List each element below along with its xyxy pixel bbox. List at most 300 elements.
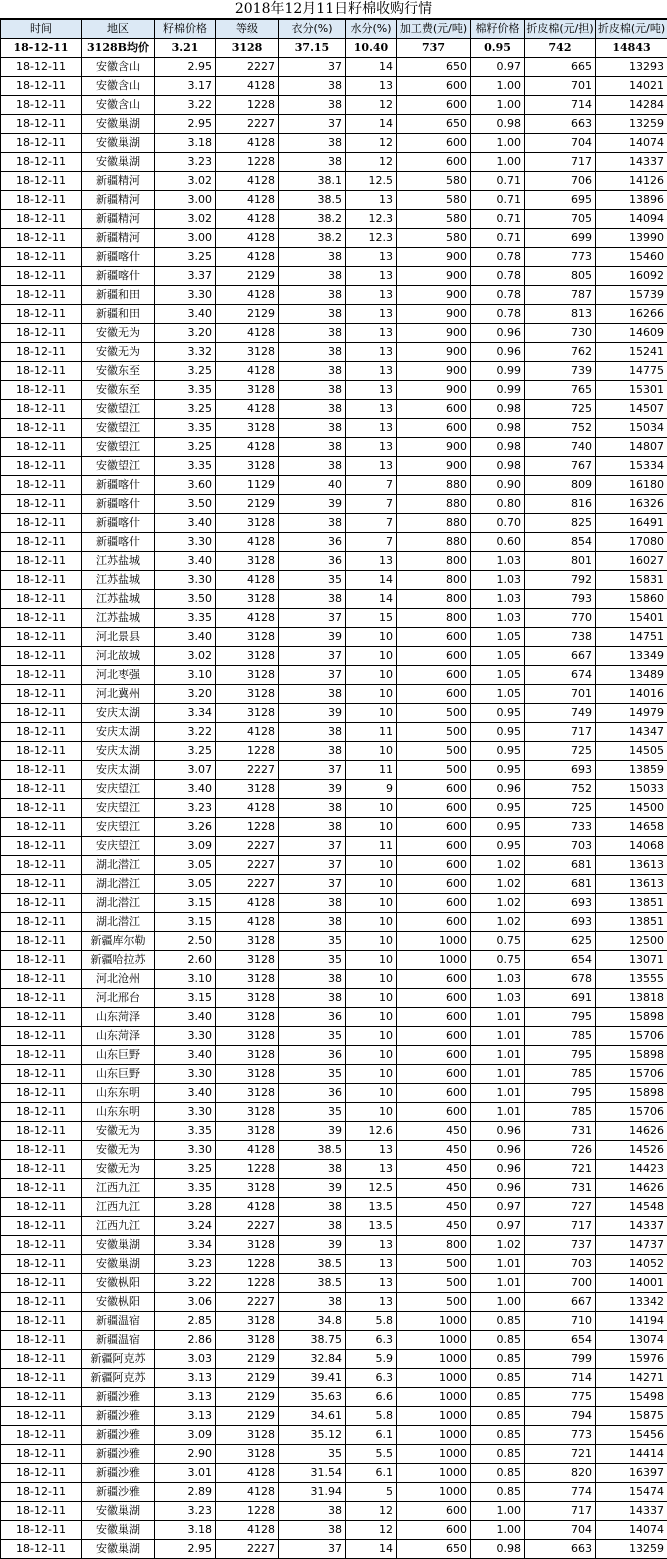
table-cell: 3.37 [155,267,216,286]
table-cell: 3.40 [155,552,216,571]
table-cell: 13349 [596,647,667,666]
table-cell: 15301 [596,381,667,400]
table-cell: 600 [397,1027,471,1046]
table-cell: 14 [346,115,397,134]
table-row [1,590,667,609]
table-cell: 新疆温宿 [82,1331,155,1350]
table-cell: 0.85 [471,1407,525,1426]
table-cell: 18-12-11 [1,875,82,894]
table-cell: 1000 [397,1350,471,1369]
table-cell: 38.5 [279,191,346,210]
table-cell: 山东菏泽 [82,1008,155,1027]
table-cell: 14021 [596,77,667,96]
table-cell: 安徽无为 [82,1141,155,1160]
table-cell: 18-12-11 [1,590,82,609]
table-cell: 18-12-11 [1,552,82,571]
table-cell: 18-12-11 [1,1122,82,1141]
table-cell: 725 [525,799,596,818]
table-row [1,818,667,837]
table-row [1,362,667,381]
table-cell: 900 [397,305,471,324]
table-cell: 18-12-11 [1,1141,82,1160]
table-cell: 16266 [596,305,667,324]
table-cell: 1.03 [471,609,525,628]
table-cell: 12.6 [346,1122,397,1141]
table-cell: 安徽无为 [82,1122,155,1141]
table-cell: 18-12-11 [1,1388,82,1407]
table-row [1,419,667,438]
table-cell: 18-12-11 [1,1084,82,1103]
table-cell: 2.50 [155,932,216,951]
table-cell: 18-12-11 [1,799,82,818]
table-cell: 15456 [596,1426,667,1445]
table-cell: 18-12-11 [1,134,82,153]
table-cell: 新疆和田 [82,305,155,324]
table-cell: 18-12-11 [1,647,82,666]
table-cell: 39 [279,495,346,514]
table-cell: 0.96 [471,1179,525,1198]
table-cell: 10 [346,1084,397,1103]
table-cell: 3.25 [155,362,216,381]
table-cell: 0.97 [471,1198,525,1217]
table-cell: 15739 [596,286,667,305]
table-cell: 38 [279,419,346,438]
table-cell: 10 [346,913,397,932]
table-cell: 18-12-11 [1,761,82,780]
header-cell: 衣分(%) [279,20,346,39]
table-cell: 800 [397,552,471,571]
table-cell: 0.78 [471,305,525,324]
table-cell: 36 [279,1008,346,1027]
table-cell: 15706 [596,1065,667,1084]
table-cell: 18-12-11 [1,419,82,438]
table-cell: 12 [346,1521,397,1540]
table-cell: 3.01 [155,1464,216,1483]
table-cell: 699 [525,229,596,248]
average-cell: 742 [525,39,596,58]
table-cell: 河北故城 [82,647,155,666]
average-cell: 0.95 [471,39,525,58]
table-cell: 18-12-11 [1,1407,82,1426]
table-cell: 0.99 [471,362,525,381]
table-row [1,1046,667,1065]
table-cell: 4128 [216,324,279,343]
table-cell: 18-12-11 [1,1046,82,1065]
table-cell: 安庆太湖 [82,723,155,742]
table-cell: 3128 [216,1426,279,1445]
table-cell: 0.96 [471,1160,525,1179]
table-cell: 18-12-11 [1,1179,82,1198]
table-cell: 13 [346,343,397,362]
table-cell: 714 [525,96,596,115]
table-cell: 0.85 [471,1445,525,1464]
table-cell: 2129 [216,495,279,514]
table-cell: 18-12-11 [1,1274,82,1293]
table-cell: 1228 [216,153,279,172]
table-cell: 1.02 [471,913,525,932]
table-cell: 0.99 [471,381,525,400]
table-cell: 14337 [596,1502,667,1521]
table-cell: 0.71 [471,172,525,191]
table-cell: 4128 [216,1141,279,1160]
table-cell: 0.98 [471,1540,525,1559]
table-cell: 3128 [216,457,279,476]
table-cell: 725 [525,742,596,761]
table-cell: 14500 [596,799,667,818]
table-cell: 0.95 [471,818,525,837]
table-cell: 2227 [216,1293,279,1312]
table-cell: 13.5 [346,1217,397,1236]
table-cell: 752 [525,419,596,438]
table-cell: 36 [279,1084,346,1103]
table-cell: 3.34 [155,1236,216,1255]
table-row [1,343,667,362]
table-cell: 38 [279,1521,346,1540]
table-cell: 5.9 [346,1350,397,1369]
table-cell: 1228 [216,96,279,115]
table-cell: 1.05 [471,666,525,685]
header-row [1,20,667,39]
table-cell: 18-12-11 [1,343,82,362]
table-cell: 4128 [216,1198,279,1217]
table-cell: 0.75 [471,951,525,970]
table-cell: 3.06 [155,1293,216,1312]
table-cell: 3128 [216,666,279,685]
table-cell: 15898 [596,1046,667,1065]
table-cell: 809 [525,476,596,495]
table-cell: 3.25 [155,400,216,419]
table-cell: 11 [346,761,397,780]
table-cell: 河北景县 [82,628,155,647]
table-cell: 16027 [596,552,667,571]
table-cell: 13259 [596,115,667,134]
table-cell: 15033 [596,780,667,799]
table-cell: 18-12-11 [1,533,82,552]
table-cell: 13071 [596,951,667,970]
table-cell: 6.1 [346,1426,397,1445]
table-cell: 新疆温宿 [82,1312,155,1331]
table-cell: 38 [279,457,346,476]
average-cell: 3128B均价 [82,39,155,58]
table-cell: 39 [279,1236,346,1255]
table-cell: 600 [397,780,471,799]
table-row [1,172,667,191]
table-cell: 3128 [216,1236,279,1255]
table-cell: 18-12-11 [1,1198,82,1217]
table-cell: 38.5 [279,1255,346,1274]
table-cell: 39 [279,1122,346,1141]
table-row [1,1255,667,1274]
table-cell: 15401 [596,609,667,628]
table-cell: 825 [525,514,596,533]
table-cell: 1.02 [471,894,525,913]
table-cell: 1000 [397,1369,471,1388]
table-row [1,58,667,77]
table-cell: 3128 [216,951,279,970]
table-cell: 0.95 [471,799,525,818]
table-cell: 3.30 [155,1141,216,1160]
table-cell: 18-12-11 [1,894,82,913]
table-cell: 3128 [216,685,279,704]
average-cell: 18-12-11 [1,39,82,58]
table-row [1,1065,667,1084]
table-cell: 794 [525,1407,596,1426]
table-cell: 600 [397,96,471,115]
table-cell: 10 [346,704,397,723]
table-cell: 37 [279,647,346,666]
table-row [1,1312,667,1331]
table-cell: 0.85 [471,1464,525,1483]
table-cell: 14347 [596,723,667,742]
table-cell: 785 [525,1065,596,1084]
table-cell: 13 [346,305,397,324]
table-cell: 4128 [216,77,279,96]
table-cell: 3.15 [155,913,216,932]
table-cell: 3.40 [155,1046,216,1065]
table-cell: 32.84 [279,1350,346,1369]
table-cell: 13 [346,324,397,343]
table-cell: 3128 [216,1103,279,1122]
table-cell: 4128 [216,571,279,590]
table-cell: 7 [346,495,397,514]
table-cell: 39 [279,780,346,799]
table-cell: 600 [397,1065,471,1084]
table-row [1,989,667,1008]
table-cell: 新疆喀什 [82,495,155,514]
table-cell: 13851 [596,894,667,913]
table-cell: 18-12-11 [1,628,82,647]
table-cell: 854 [525,533,596,552]
table-cell: 3.10 [155,970,216,989]
table-cell: 733 [525,818,596,837]
table-cell: 江苏盐城 [82,590,155,609]
table-cell: 3.35 [155,457,216,476]
table-cell: 7 [346,514,397,533]
table-cell: 1.00 [471,96,525,115]
table-cell: 3128 [216,647,279,666]
table-cell: 3.60 [155,476,216,495]
table-cell: 18-12-11 [1,210,82,229]
table-row [1,115,667,134]
table-row [1,1141,667,1160]
table-cell: 38 [279,286,346,305]
table-cell: 3.13 [155,1407,216,1426]
table-cell: 3.20 [155,685,216,704]
table-cell: 18-12-11 [1,1312,82,1331]
table-cell: 38 [279,514,346,533]
table-cell: 山东东明 [82,1103,155,1122]
table-cell: 40 [279,476,346,495]
table-cell: 3.18 [155,1521,216,1540]
table-cell: 801 [525,552,596,571]
table-cell: 18-12-11 [1,248,82,267]
table-cell: 714 [525,1369,596,1388]
table-cell: 37 [279,761,346,780]
table-cell: 新疆精河 [82,172,155,191]
table-cell: 35 [279,571,346,590]
table-cell: 0.98 [471,115,525,134]
table-cell: 450 [397,1122,471,1141]
table-cell: 18-12-11 [1,704,82,723]
table-cell: 新疆精河 [82,191,155,210]
table-cell: 1228 [216,1160,279,1179]
table-cell: 0.85 [471,1483,525,1502]
table-cell: 600 [397,875,471,894]
table-cell: 38.2 [279,210,346,229]
table-cell: 730 [525,324,596,343]
table-cell: 1.00 [471,1502,525,1521]
table-cell: 880 [397,514,471,533]
table-cell: 3.17 [155,77,216,96]
table-row [1,267,667,286]
table-cell: 787 [525,286,596,305]
table-cell: 3128 [216,419,279,438]
table-cell: 5.5 [346,1445,397,1464]
table-cell: 3.25 [155,1160,216,1179]
table-cell: 654 [525,951,596,970]
table-cell: 0.95 [471,761,525,780]
table-cell: 1.05 [471,628,525,647]
table-cell: 10 [346,989,397,1008]
table-cell: 6.6 [346,1388,397,1407]
table-cell: 安徽巢湖 [82,1255,155,1274]
table-cell: 14 [346,571,397,590]
table-row [1,1483,667,1502]
table-cell: 14194 [596,1312,667,1331]
table-cell: 3.09 [155,837,216,856]
header-cell: 折皮棉(元/吨) [596,20,667,39]
table-row [1,1369,667,1388]
table-cell: 600 [397,799,471,818]
table-cell: 795 [525,1084,596,1103]
table-cell: 0.96 [471,1141,525,1160]
table-cell: 10 [346,932,397,951]
table-cell: 0.95 [471,837,525,856]
table-cell: 35.12 [279,1426,346,1445]
table-cell: 1228 [216,818,279,837]
table-cell: 4128 [216,438,279,457]
table-cell: 3.23 [155,153,216,172]
table-row [1,381,667,400]
table-cell: 新疆精河 [82,229,155,248]
table-cell: 18-12-11 [1,115,82,134]
table-cell: 500 [397,761,471,780]
table-cell: 880 [397,476,471,495]
table-row [1,324,667,343]
table-cell: 15241 [596,343,667,362]
table-cell: 38 [279,989,346,1008]
table-cell: 13851 [596,913,667,932]
table-cell: 900 [397,362,471,381]
table-cell: 38 [279,77,346,96]
table-cell: 38 [279,248,346,267]
table-cell: 18-12-11 [1,1160,82,1179]
table-cell: 15898 [596,1084,667,1103]
table-cell: 37 [279,58,346,77]
table-cell: 14001 [596,1274,667,1293]
table-cell: 3.30 [155,1027,216,1046]
table-cell: 湖北潜江 [82,875,155,894]
table-cell: 0.80 [471,495,525,514]
table-cell: 13 [346,400,397,419]
table-cell: 1000 [397,932,471,951]
table-cell: 800 [397,571,471,590]
table-cell: 13 [346,77,397,96]
table-cell: 39.41 [279,1369,346,1388]
table-cell: 13 [346,1255,397,1274]
table-cell: 1.05 [471,685,525,704]
table-cell: 1000 [397,1312,471,1331]
table-cell: 600 [397,628,471,647]
table-cell: 3128 [216,552,279,571]
table-cell: 38 [279,96,346,115]
table-cell: 600 [397,1502,471,1521]
table-cell: 731 [525,1122,596,1141]
table-cell: 12.3 [346,210,397,229]
table-cell: 3.02 [155,647,216,666]
table-cell: 667 [525,1293,596,1312]
table-cell: 34.61 [279,1407,346,1426]
table-cell: 3.25 [155,742,216,761]
table-cell: 691 [525,989,596,1008]
table-row [1,1103,667,1122]
table-cell: 18-12-11 [1,77,82,96]
table-cell: 江西九江 [82,1179,155,1198]
table-cell: 38 [279,153,346,172]
table-cell: 13613 [596,856,667,875]
table-row [1,894,667,913]
table-cell: 14979 [596,704,667,723]
table-cell: 15498 [596,1388,667,1407]
table-cell: 18-12-11 [1,495,82,514]
table-cell: 0.85 [471,1369,525,1388]
table-cell: 795 [525,1008,596,1027]
table-cell: 704 [525,134,596,153]
table-cell: 10 [346,818,397,837]
table-cell: 500 [397,742,471,761]
table-cell: 3.09 [155,1426,216,1445]
table-row [1,229,667,248]
table-cell: 安徽无为 [82,343,155,362]
table-row [1,248,667,267]
table-cell: 15460 [596,248,667,267]
price-table [0,19,667,1559]
table-cell: 10 [346,666,397,685]
table-cell: 18-12-11 [1,457,82,476]
table-cell: 2.85 [155,1312,216,1331]
table-cell: 安徽巢湖 [82,153,155,172]
table-cell: 665 [525,58,596,77]
table-cell: 37 [279,115,346,134]
table-cell: 18-12-11 [1,951,82,970]
table-cell: 18-12-11 [1,1426,82,1445]
table-cell: 740 [525,438,596,457]
table-row [1,571,667,590]
table-cell: 新疆喀什 [82,476,155,495]
table-cell: 3128 [216,1008,279,1027]
table-cell: 14074 [596,1521,667,1540]
table-row [1,191,667,210]
table-cell: 900 [397,343,471,362]
table-cell: 800 [397,590,471,609]
table-cell: 3.23 [155,1502,216,1521]
table-cell: 15898 [596,1008,667,1027]
table-cell: 785 [525,1103,596,1122]
table-cell: 600 [397,1103,471,1122]
table-cell: 3.05 [155,856,216,875]
table-cell: 721 [525,1445,596,1464]
table-cell: 河北邢台 [82,989,155,1008]
